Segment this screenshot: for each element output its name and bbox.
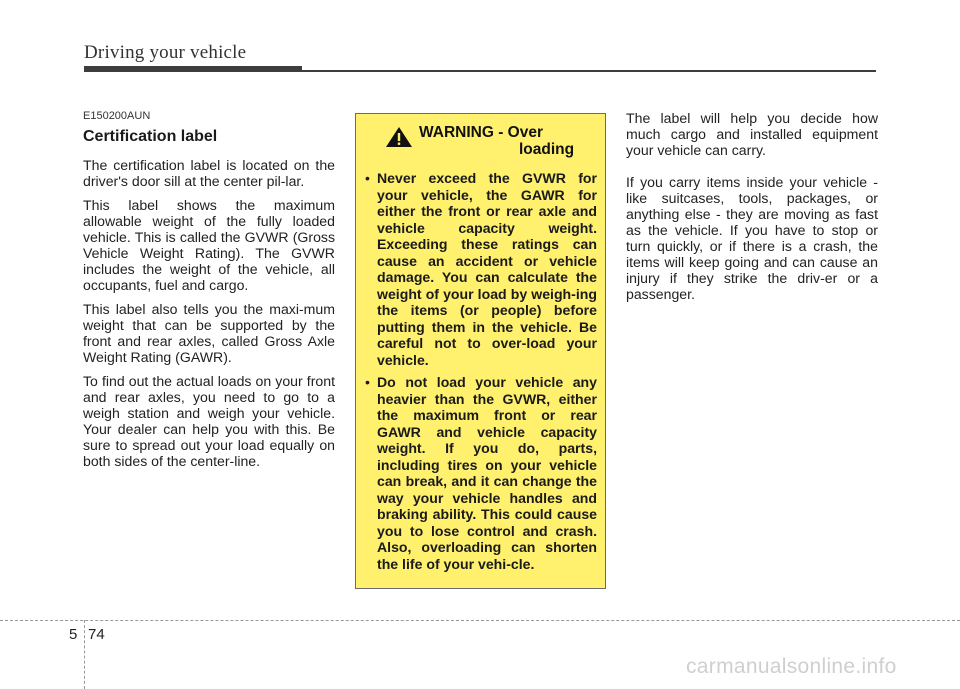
body-paragraph: This label also tells you the maxi-mum weight that can be supported by the front and rear axles, called Gross Axle Weight Rating (GAWR).: [83, 301, 335, 365]
warning-title-line1: WARNING - Over: [419, 124, 544, 141]
body-paragraph: The label will help you decide how much cargo and installed equipment your vehicle can carry.: [626, 110, 878, 158]
section-title: Certification label: [83, 128, 218, 145]
warning-header: [365, 124, 597, 158]
header-rule-thin: [302, 70, 876, 72]
header-rule-thick: [84, 66, 302, 72]
warning-box: [355, 113, 606, 589]
page-number: 74: [88, 626, 105, 643]
footer-divider: [0, 620, 960, 621]
warning-item: • Do not load your vehicle any heavier than the GVWR, either the maximum front or rear GAWR and vehicle capacity weight. If you do, parts, including tires on your vehicle can break, and it can change the way your vehicle handles and braking ability. This could cause you to lose control and crash. Also, overloading can shorten the life of your vehi-cle.: [365, 374, 597, 572]
body-paragraph: To find out the actual loads on your front and rear axles, you need to go to a weigh station and weigh your vehicle. Your dealer can help you with this. Be sure to spread out your load equally on both sides of the center-line.: [83, 373, 335, 469]
chapter-number: 5: [69, 626, 78, 643]
section-code: E150200AUN: [83, 110, 151, 122]
warning-list: [365, 170, 597, 572]
warning-triangle-icon: [385, 126, 413, 148]
warning-title-line2: loading: [519, 141, 575, 158]
body-paragraph: This label shows the maximum allowable weight of the fully loaded vehicle. This is called the GVWR (Gross Vehicle Weight Rating). The GVWR includes the weight of the vehicle, all occupants, fuel and cargo.: [83, 197, 335, 293]
footer-vertical-divider: [84, 620, 85, 689]
warning-item: • Never exceed the GVWR for your vehicle, the GAWR for either the front or rear axle and vehicle capacity weight. Exceeding these ratings can cause an accident or vehicle damage. You can calculate the weight of your load by weigh-ing the items (or people) before putting them in the vehicle. Be careful not to over-load your vehicle.: [365, 170, 597, 368]
page-header-title: Driving your vehicle: [84, 42, 247, 63]
warning-title: [419, 124, 574, 158]
left-column: [83, 110, 335, 477]
body-paragraph: The certification label is located on the driver's door sill at the center pil-lar.: [83, 157, 335, 189]
watermark: carmanualsonline.info: [686, 655, 897, 678]
right-column: [626, 110, 878, 318]
body-paragraph: If you carry items inside your vehicle - like suitcases, tools, packages, or anything else - they are moving as fast as the vehicle. If you have to stop or turn quickly, or if there is a crash, the items will keep going and can cause an injury if they strike the driv-er or a passenger.: [626, 174, 878, 302]
